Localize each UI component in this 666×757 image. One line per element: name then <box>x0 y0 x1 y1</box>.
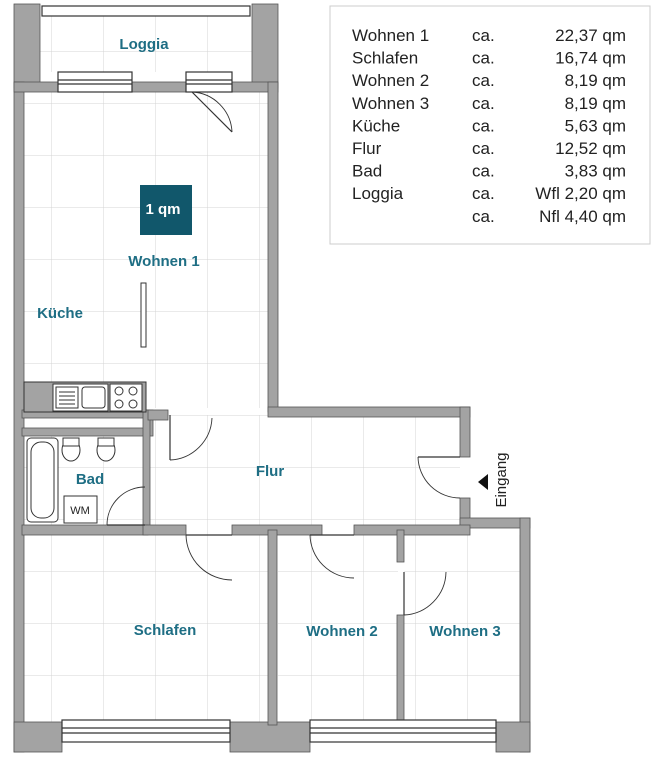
room-label-wohnen3: Wohnen 3 <box>429 623 501 640</box>
legend-room-name: Schlafen <box>352 48 419 68</box>
legend-area-value: 8,19 qm <box>564 71 626 91</box>
wm-label: WM <box>70 505 90 517</box>
legend-room-name: Bad <box>352 161 383 181</box>
legend-row <box>352 49 626 68</box>
legend-area-value: 22,37 qm <box>555 26 626 45</box>
legend-area-value: 12,52 qm <box>555 139 626 158</box>
kitchen-counter <box>24 382 146 412</box>
legend-area-value: 16,74 qm <box>555 48 626 68</box>
legend-approx: ca. <box>472 26 495 45</box>
wohnen1-floor <box>23 90 270 408</box>
legend-approx: ca. <box>472 184 495 204</box>
legend-area-value: 5,63 qm <box>564 116 626 136</box>
room-label-bad: Bad <box>75 471 105 488</box>
room-label-wohnen2: Wohnen 2 <box>306 623 378 640</box>
legend-room-name: Wohnen 3 <box>352 93 430 113</box>
legend-area-value: 8,19 qm <box>564 93 626 113</box>
entrance-arrow-icon <box>478 474 488 490</box>
legend-area-value: Wfl 2,20 qm <box>535 184 626 204</box>
legend-room-name: Wohnen 1 <box>352 26 430 45</box>
legend-row <box>352 26 626 45</box>
legend-approx: ca. <box>472 206 495 226</box>
legend-approx: ca. <box>472 139 495 158</box>
room-label-flur: Flur <box>255 463 285 480</box>
legend-area-value: 3,83 qm <box>564 161 626 181</box>
room-label-loggia: Loggia <box>119 36 169 53</box>
room-label-kueche: Küche <box>37 305 83 322</box>
sliding-partition <box>141 283 146 347</box>
area-legend <box>330 6 650 244</box>
legend-row <box>352 116 626 135</box>
legend-approx: ca. <box>472 161 495 181</box>
legend-row <box>352 71 626 90</box>
legend-approx: ca. <box>472 71 495 91</box>
legend-room-name: Küche <box>352 116 401 136</box>
legend-area-value: Nfl 4,40 qm <box>539 206 626 226</box>
legend-approx: ca. <box>472 48 495 68</box>
scale-label: 1 qm <box>145 201 181 218</box>
legend-approx: ca. <box>472 116 495 136</box>
room-label-wohnen1: Wohnen 1 <box>128 253 200 270</box>
legend-room-name: Flur <box>352 139 382 158</box>
legend-row <box>352 94 626 113</box>
legend-room-name: Loggia <box>352 184 404 204</box>
legend-row <box>352 184 626 203</box>
flur-floor <box>148 415 460 535</box>
legend-approx: ca. <box>472 93 495 113</box>
legend-room-name: Wohnen 2 <box>352 71 430 91</box>
eingang-label: Eingang <box>493 452 510 508</box>
room-label-schlafen: Schlafen <box>133 622 197 639</box>
